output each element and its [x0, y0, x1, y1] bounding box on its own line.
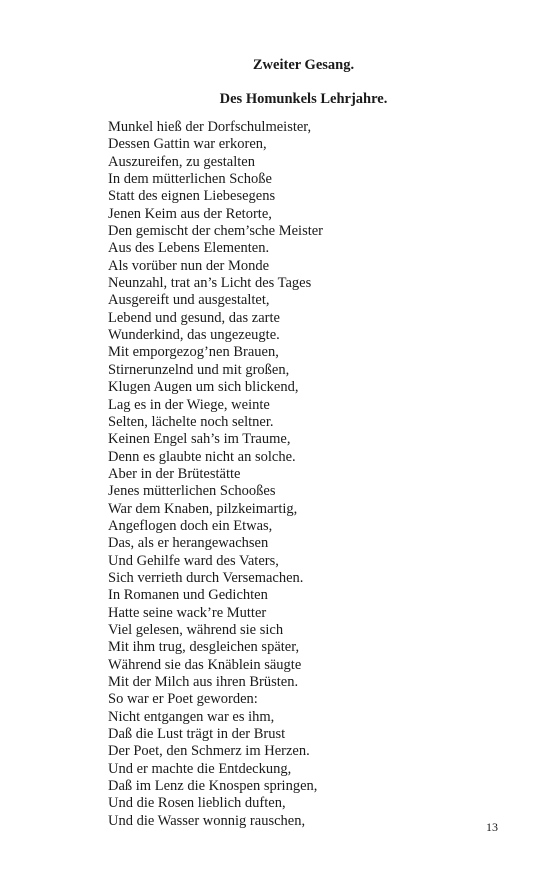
poem-line: Mit ihm trug, desgleichen später, [108, 639, 300, 656]
poem-line: Den gemischt der chem’sche Meister [108, 223, 324, 240]
poem-line: Dessen Gattin war erkoren, [108, 136, 267, 153]
poem-line: Ausgereift und ausgestaltet, [108, 292, 270, 309]
poem-line: Jenen Keim aus der Retorte, [108, 205, 272, 222]
poem-line: Stirnerunzelnd und mit großen, [108, 361, 290, 378]
poem-line: Daß im Lenz die Knospen springen, [108, 778, 318, 795]
poem-line: Jenes mütterlichen Schooßes [108, 483, 276, 500]
poem-line: Statt des eignen Liebesegens [108, 188, 276, 205]
poem-line: Und er machte die Entdeckung, [108, 760, 292, 777]
poem-line: Lebend und gesund, das zarte [108, 309, 280, 326]
poem-line: Nicht entgangen war es ihm, [108, 708, 275, 725]
poem-line: Mit der Milch aus ihren Brüsten. [108, 674, 299, 690]
poem-line: Munkel hieß der Dorfschulmeister, [108, 119, 312, 135]
section-subtitle: Des Homunkels Lehrjahre. [219, 91, 388, 107]
poem-line: Mit emporgezog’nen Brauen, [108, 344, 279, 361]
poem-line: Keinen Engel sah’s im Traume, [108, 431, 291, 448]
page-number: 13 [486, 820, 498, 834]
poem-line: Der Poet, den Schmerz im Herzen. [108, 743, 310, 760]
poem-line: Daß die Lust trägt in der Brust [108, 726, 286, 743]
poem-line: Wunderkind, das ungezeugte. [108, 327, 280, 344]
poem-line: Auszureifen, zu gestalten [108, 153, 255, 170]
poem-line: Aber in der Brütestätte [108, 465, 241, 482]
poem-line: Während sie das Knäblein säugte [108, 656, 302, 673]
poem-text [108, 119, 448, 830]
poem-line: Lag es in der Wiege, weinte [108, 396, 270, 413]
poem-line: Hatte seine wack’re Mutter [108, 604, 267, 621]
poem-line: Und die Wasser wonnig rauschen, [108, 812, 306, 829]
poem-line: Das, als er herangewachsen [108, 535, 269, 552]
poem-line: Klugen Augen um sich blickend, [108, 379, 299, 396]
poem-line: Als vorüber nun der Monde [108, 257, 270, 274]
poem-line: Denn es glaubte nicht an solche. [108, 448, 296, 465]
chapter-title: Zweiter Gesang. [252, 57, 355, 73]
poem-line: Selten, lächelte noch seltner. [108, 413, 274, 430]
poem-line: Und die Rosen lieblich duften, [108, 795, 286, 812]
poem-line: Aus des Lebens Elementen. [108, 240, 270, 257]
poem-line: Und Gehilfe ward des Vaters, [108, 552, 279, 569]
poem-line: Neunzahl, trat an’s Licht des Tages [108, 275, 312, 292]
poem-line: Sich verrieth durch Versemachen. [108, 569, 304, 586]
poem-line: So war er Poet geworden: [108, 691, 258, 708]
poem-line: Angeflogen doch ein Etwas, [108, 517, 273, 534]
poem-line: Viel gelesen, während sie sich [108, 621, 284, 638]
poem-line: War dem Knaben, pilzkeimartig, [108, 500, 298, 517]
poem-line: In dem mütterlichen Schoße [108, 171, 272, 188]
poem-line: In Romanen und Gedichten [108, 587, 268, 604]
